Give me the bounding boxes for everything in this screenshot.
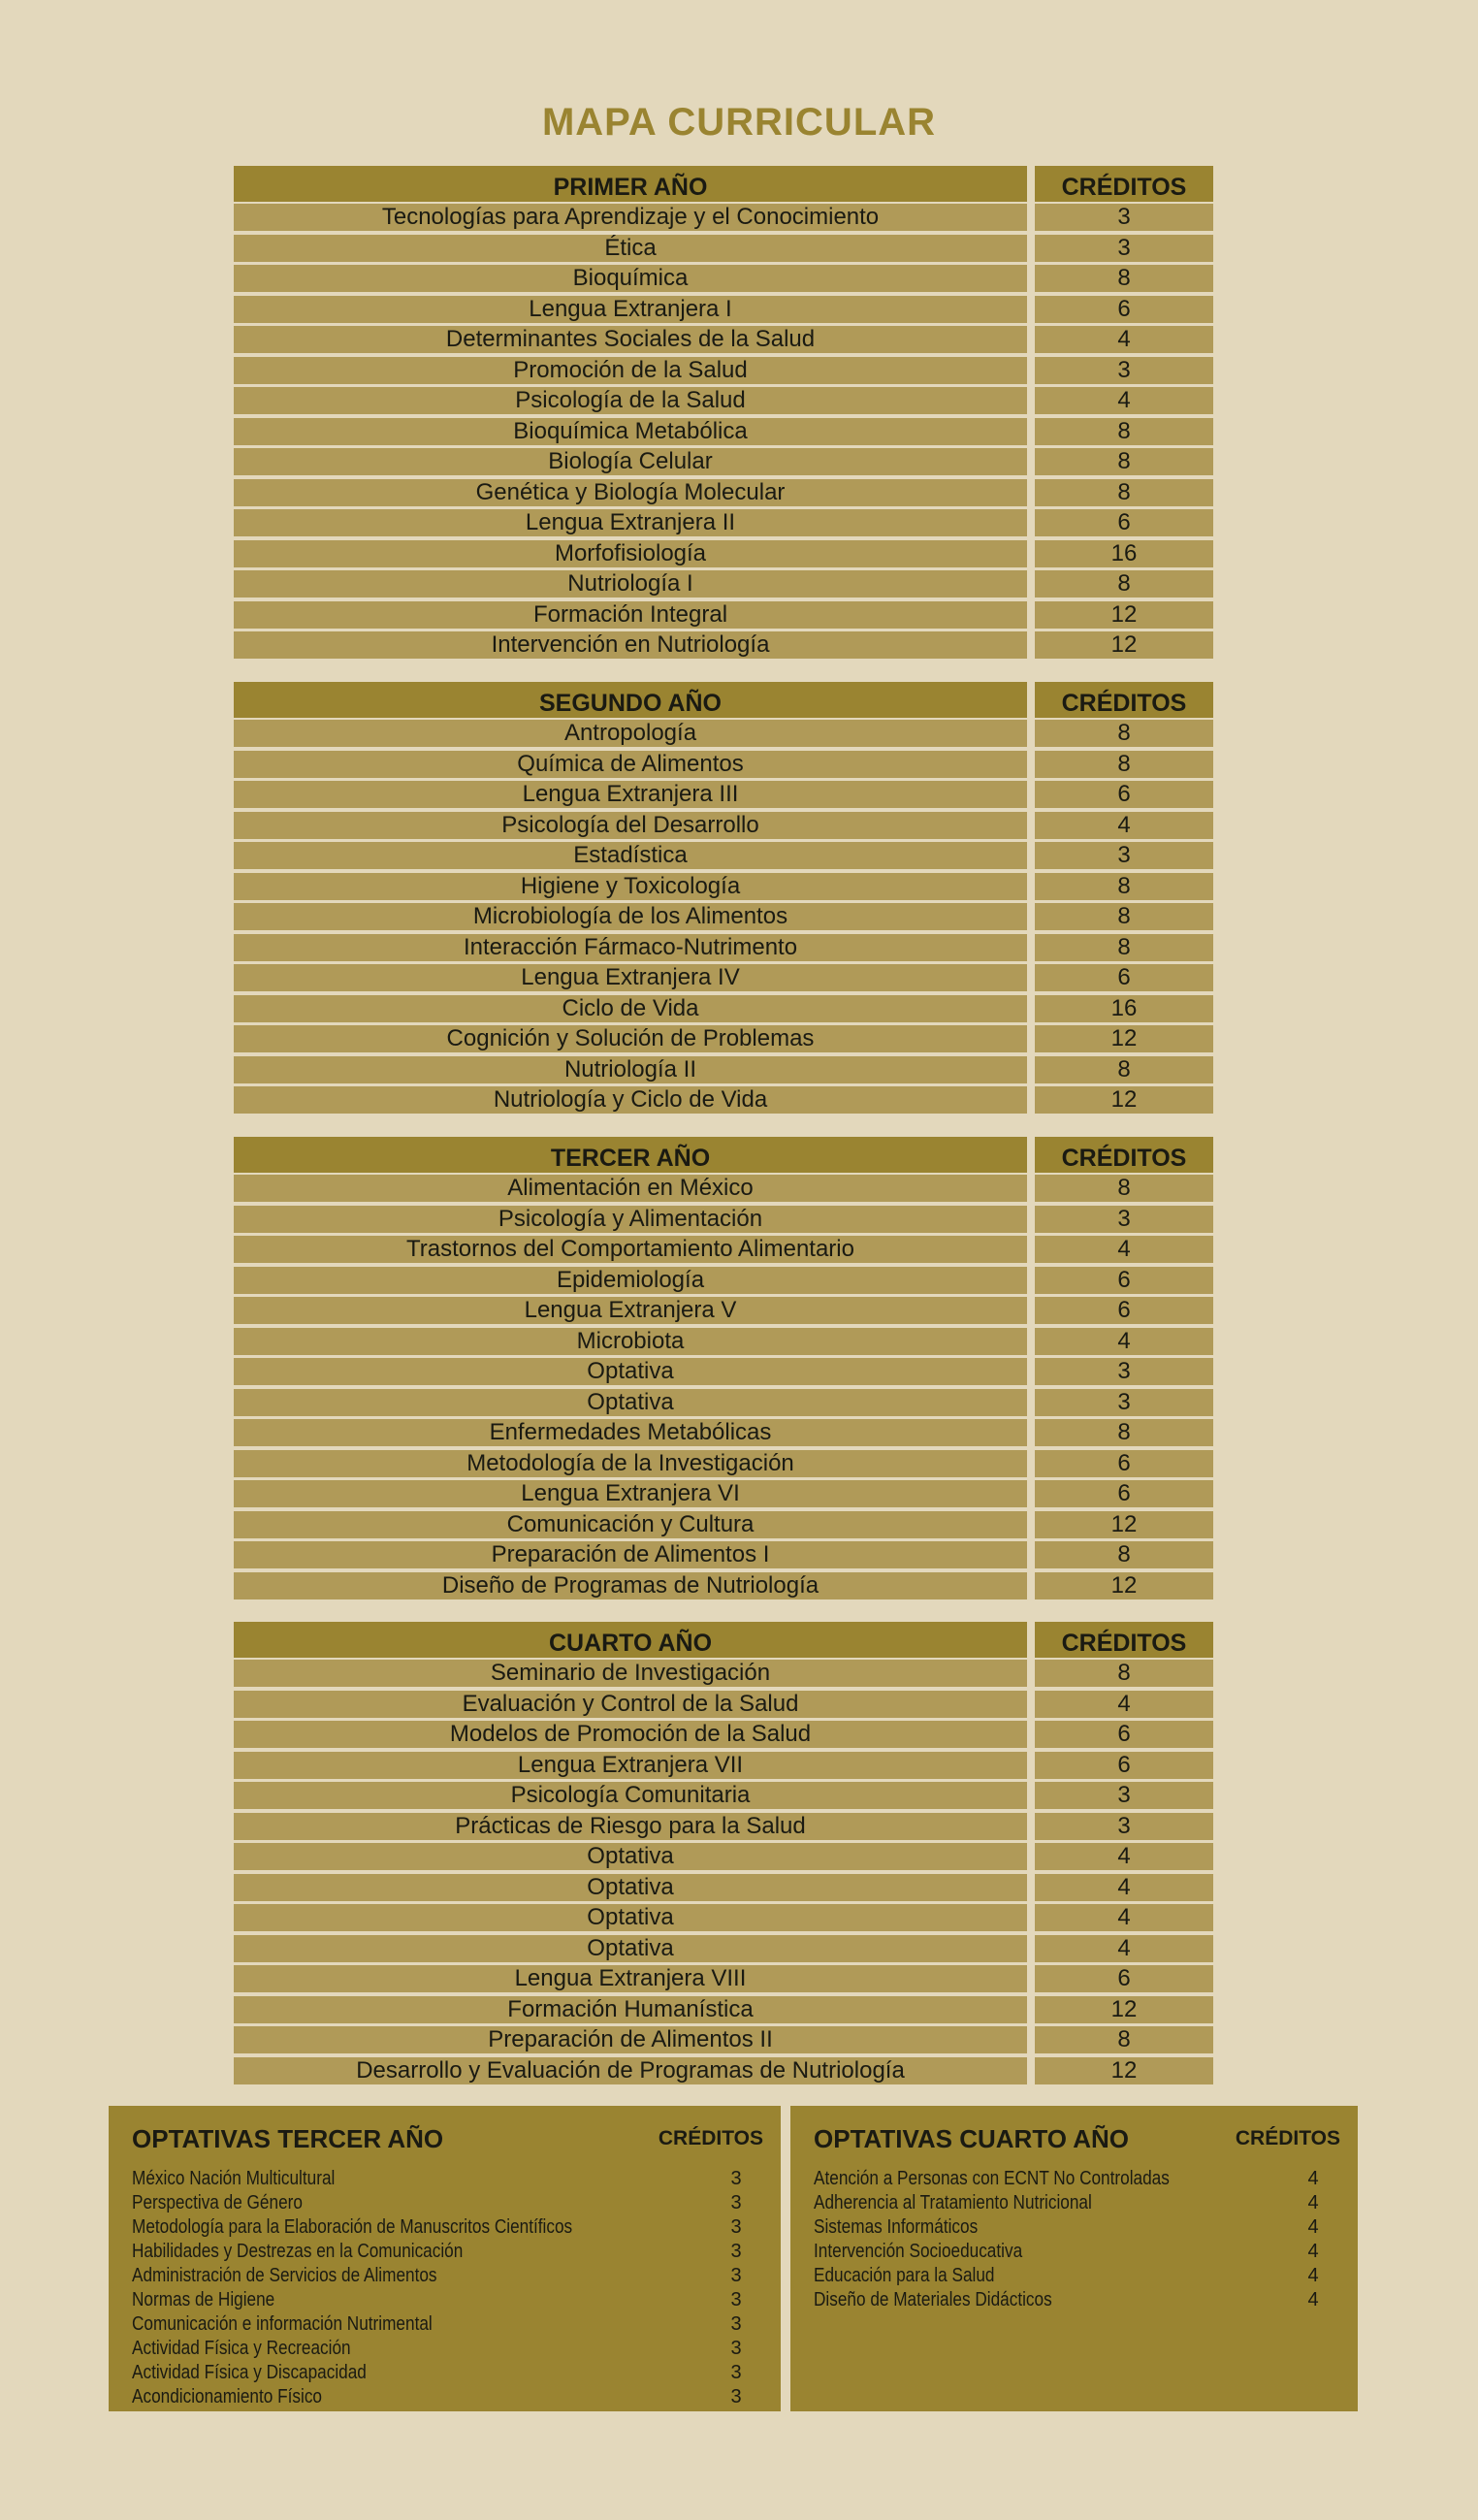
subject-credits: 8 bbox=[1035, 479, 1213, 506]
subject-name: Microbiota bbox=[234, 1328, 1027, 1355]
year-table-header bbox=[234, 166, 1213, 202]
subject-credits: 12 bbox=[1035, 2057, 1213, 2084]
subject-row bbox=[234, 995, 1213, 1026]
subject-name: Biología Celular bbox=[234, 448, 1027, 475]
subject-name: Metodología de la Investigación bbox=[234, 1450, 1027, 1477]
subject-row bbox=[234, 1904, 1213, 1935]
subject-row bbox=[234, 1297, 1213, 1328]
elective-name: Perspectiva de Género bbox=[132, 2192, 303, 2213]
elective-row bbox=[132, 2338, 763, 2362]
elective-credits: 3 bbox=[730, 2386, 742, 2407]
electives-header bbox=[132, 2106, 763, 2154]
subject-row bbox=[234, 1480, 1213, 1511]
subject-row bbox=[234, 1660, 1213, 1691]
subject-name: Prácticas de Riesgo para la Salud bbox=[234, 1813, 1027, 1840]
subject-row bbox=[234, 873, 1213, 904]
subject-name: Comunicación y Cultura bbox=[234, 1511, 1027, 1538]
elective-credits: 3 bbox=[730, 2265, 742, 2286]
year-heading: SEGUNDO AÑO bbox=[234, 682, 1027, 718]
subject-row bbox=[234, 1206, 1213, 1237]
subject-row bbox=[234, 1691, 1213, 1722]
subject-row bbox=[234, 842, 1213, 873]
subject-name: Optativa bbox=[234, 1904, 1027, 1931]
subject-name: Desarrollo y Evaluación de Programas de Nutriología bbox=[234, 2057, 1027, 2084]
subject-credits: 4 bbox=[1035, 812, 1213, 839]
subject-row bbox=[234, 1813, 1213, 1844]
subject-credits: 6 bbox=[1035, 1450, 1213, 1477]
subject-credits: 8 bbox=[1035, 751, 1213, 778]
subject-credits: 6 bbox=[1035, 781, 1213, 808]
subject-credits: 4 bbox=[1035, 1843, 1213, 1870]
electives-title: OPTATIVAS TERCER AÑO bbox=[132, 2124, 444, 2153]
page-title: MAPA CURRICULAR bbox=[541, 101, 937, 144]
elective-row bbox=[132, 2241, 763, 2265]
elective-credits: 3 bbox=[730, 2216, 742, 2238]
subject-name: Lengua Extranjera IV bbox=[234, 964, 1027, 991]
subject-name: Trastornos del Comportamiento Alimentario bbox=[234, 1236, 1027, 1263]
subject-name: Formación Humanística bbox=[234, 1996, 1027, 2023]
subject-name: Lengua Extranjera VI bbox=[234, 1480, 1027, 1507]
elective-name: Habilidades y Destrezas en la Comunicación bbox=[132, 2241, 464, 2262]
electives-header bbox=[814, 2106, 1340, 2154]
subject-row bbox=[234, 720, 1213, 751]
subject-row bbox=[234, 1541, 1213, 1572]
subject-row bbox=[234, 903, 1213, 934]
elective-name: Actividad Física y Discapacidad bbox=[132, 2362, 367, 2383]
subject-credits: 4 bbox=[1035, 387, 1213, 414]
elective-credits: 3 bbox=[730, 2241, 742, 2262]
subject-credits: 8 bbox=[1035, 934, 1213, 961]
subject-row bbox=[234, 1721, 1213, 1752]
subject-row bbox=[234, 2057, 1213, 2088]
subject-row bbox=[234, 296, 1213, 327]
electives-credits-header: CRÉDITOS bbox=[1235, 2127, 1340, 2149]
elective-name: Actividad Física y Recreación bbox=[132, 2338, 351, 2359]
elective-credits: 4 bbox=[1307, 2241, 1319, 2262]
subject-credits: 12 bbox=[1035, 601, 1213, 629]
subject-credits: 8 bbox=[1035, 903, 1213, 930]
subject-row bbox=[234, 2026, 1213, 2057]
elective-credits: 3 bbox=[730, 2338, 742, 2359]
electives-title: OPTATIVAS CUARTO AÑO bbox=[814, 2124, 1129, 2153]
subject-credits: 3 bbox=[1035, 842, 1213, 869]
subject-row bbox=[234, 1965, 1213, 1996]
subject-credits: 3 bbox=[1035, 1782, 1213, 1809]
subject-row bbox=[234, 235, 1213, 266]
subject-name: Psicología y Alimentación bbox=[234, 1206, 1027, 1233]
subject-credits: 16 bbox=[1035, 995, 1213, 1022]
subject-row bbox=[234, 1450, 1213, 1481]
subject-credits: 8 bbox=[1035, 418, 1213, 445]
subject-row bbox=[234, 418, 1213, 449]
elective-name: Sistemas Informáticos bbox=[814, 2216, 979, 2238]
subject-credits: 4 bbox=[1035, 326, 1213, 353]
subject-row bbox=[234, 1782, 1213, 1813]
electives-third-year-panel bbox=[109, 2106, 781, 2411]
elective-credits: 4 bbox=[1307, 2265, 1319, 2286]
subject-row bbox=[234, 570, 1213, 601]
subject-name: Psicología de la Salud bbox=[234, 387, 1027, 414]
elective-name: Atención a Personas con ECNT No Controladas bbox=[814, 2168, 1170, 2189]
subject-credits: 4 bbox=[1035, 1904, 1213, 1931]
subject-credits: 6 bbox=[1035, 1480, 1213, 1507]
elective-credits: 4 bbox=[1307, 2168, 1319, 2189]
subject-name: Química de Alimentos bbox=[234, 751, 1027, 778]
subject-row bbox=[234, 631, 1213, 662]
subject-credits: 8 bbox=[1035, 1660, 1213, 1687]
subject-credits: 8 bbox=[1035, 448, 1213, 475]
subject-row bbox=[234, 812, 1213, 843]
subject-row bbox=[234, 540, 1213, 571]
subject-credits: 6 bbox=[1035, 1965, 1213, 1992]
elective-name: México Nación Multicultural bbox=[132, 2168, 336, 2189]
credits-heading: CRÉDITOS bbox=[1035, 682, 1213, 718]
credits-heading: CRÉDITOS bbox=[1035, 1137, 1213, 1173]
subject-name: Seminario de Investigación bbox=[234, 1660, 1027, 1687]
elective-row bbox=[132, 2192, 763, 2216]
elective-row bbox=[814, 2241, 1340, 2265]
subject-name: Nutriología II bbox=[234, 1056, 1027, 1083]
subject-credits: 6 bbox=[1035, 1721, 1213, 1748]
elective-credits: 3 bbox=[730, 2192, 742, 2213]
subject-credits: 12 bbox=[1035, 1511, 1213, 1538]
subject-row bbox=[234, 265, 1213, 296]
subject-name: Higiene y Toxicología bbox=[234, 873, 1027, 900]
subject-row bbox=[234, 326, 1213, 357]
subject-name: Microbiología de los Alimentos bbox=[234, 903, 1027, 930]
subject-name: Lengua Extranjera I bbox=[234, 296, 1027, 323]
year-table-header bbox=[234, 1137, 1213, 1173]
elective-credits: 3 bbox=[730, 2289, 742, 2310]
year-table-header bbox=[234, 682, 1213, 718]
elective-row bbox=[814, 2216, 1340, 2241]
subject-name: Psicología del Desarrollo bbox=[234, 812, 1027, 839]
subject-name: Lengua Extranjera VII bbox=[234, 1752, 1027, 1779]
subject-credits: 6 bbox=[1035, 1267, 1213, 1294]
subject-credits: 8 bbox=[1035, 720, 1213, 747]
subject-credits: 3 bbox=[1035, 1358, 1213, 1385]
subject-name: Preparación de Alimentos I bbox=[234, 1541, 1027, 1568]
elective-credits: 3 bbox=[730, 2362, 742, 2383]
subject-credits: 16 bbox=[1035, 540, 1213, 567]
year-heading: TERCER AÑO bbox=[234, 1137, 1027, 1173]
subject-row bbox=[234, 357, 1213, 388]
subject-credits: 12 bbox=[1035, 1996, 1213, 2023]
subject-name: Epidemiología bbox=[234, 1267, 1027, 1294]
subject-credits: 3 bbox=[1035, 1389, 1213, 1416]
subject-row bbox=[234, 1358, 1213, 1389]
subject-credits: 6 bbox=[1035, 509, 1213, 536]
year-heading: PRIMER AÑO bbox=[234, 166, 1027, 202]
year-table bbox=[234, 1622, 1213, 2087]
credits-heading: CRÉDITOS bbox=[1035, 166, 1213, 202]
subject-row bbox=[234, 1843, 1213, 1874]
electives-fourth-year-panel bbox=[790, 2106, 1358, 2411]
subject-credits: 3 bbox=[1035, 235, 1213, 262]
subject-credits: 8 bbox=[1035, 873, 1213, 900]
subject-name: Modelos de Promoción de la Salud bbox=[234, 1721, 1027, 1748]
elective-row bbox=[132, 2386, 763, 2410]
subject-row bbox=[234, 448, 1213, 479]
year-heading: CUARTO AÑO bbox=[234, 1622, 1027, 1658]
subject-row bbox=[234, 1996, 1213, 2027]
subject-row bbox=[234, 1056, 1213, 1087]
subject-row bbox=[234, 1752, 1213, 1783]
subject-name: Bioquímica bbox=[234, 265, 1027, 292]
subject-row bbox=[234, 1874, 1213, 1905]
elective-name: Acondicionamiento Físico bbox=[132, 2386, 322, 2407]
subject-row bbox=[234, 1328, 1213, 1359]
subject-name: Estadística bbox=[234, 842, 1027, 869]
subject-credits: 6 bbox=[1035, 1752, 1213, 1779]
subject-row bbox=[234, 1389, 1213, 1420]
subject-row bbox=[234, 479, 1213, 510]
subject-name: Ética bbox=[234, 235, 1027, 262]
subject-name: Morfofisiología bbox=[234, 540, 1027, 567]
subject-credits: 4 bbox=[1035, 1236, 1213, 1263]
elective-name: Normas de Higiene bbox=[132, 2289, 275, 2310]
subject-name: Lengua Extranjera II bbox=[234, 509, 1027, 536]
subject-name: Intervención en Nutriología bbox=[234, 631, 1027, 659]
subject-row bbox=[234, 751, 1213, 782]
subject-name: Bioquímica Metabólica bbox=[234, 418, 1027, 445]
subject-name: Promoción de la Salud bbox=[234, 357, 1027, 384]
subject-row bbox=[234, 1025, 1213, 1056]
subject-row bbox=[234, 1236, 1213, 1267]
elective-name: Adherencia al Tratamiento Nutricional bbox=[814, 2192, 1092, 2213]
subject-credits: 8 bbox=[1035, 1541, 1213, 1568]
year-table bbox=[234, 166, 1213, 662]
subject-credits: 4 bbox=[1035, 1691, 1213, 1718]
elective-name: Comunicación e información Nutrimental bbox=[132, 2313, 433, 2335]
year-table bbox=[234, 1137, 1213, 1602]
subject-row bbox=[234, 509, 1213, 540]
subject-credits: 6 bbox=[1035, 296, 1213, 323]
subject-name: Antropología bbox=[234, 720, 1027, 747]
subject-row bbox=[234, 1572, 1213, 1603]
elective-row bbox=[814, 2265, 1340, 2289]
elective-name: Administración de Servicios de Alimentos bbox=[132, 2265, 437, 2286]
subject-credits: 8 bbox=[1035, 570, 1213, 598]
electives-credits-header: CRÉDITOS bbox=[658, 2127, 763, 2149]
subject-credits: 12 bbox=[1035, 1086, 1213, 1114]
elective-row bbox=[814, 2168, 1340, 2192]
subject-name: Determinantes Sociales de la Salud bbox=[234, 326, 1027, 353]
subject-credits: 8 bbox=[1035, 1175, 1213, 1202]
subject-credits: 3 bbox=[1035, 204, 1213, 231]
subject-name: Nutriología I bbox=[234, 570, 1027, 598]
elective-name: Diseño de Materiales Didácticos bbox=[814, 2289, 1052, 2310]
subject-name: Evaluación y Control de la Salud bbox=[234, 1691, 1027, 1718]
elective-row bbox=[814, 2192, 1340, 2216]
subject-name: Ciclo de Vida bbox=[234, 995, 1027, 1022]
elective-credits: 3 bbox=[730, 2313, 742, 2335]
subject-name: Optativa bbox=[234, 1935, 1027, 1962]
subject-name: Lengua Extranjera III bbox=[234, 781, 1027, 808]
subject-credits: 12 bbox=[1035, 1025, 1213, 1052]
subject-name: Tecnologías para Aprendizaje y el Conocimiento bbox=[234, 204, 1027, 231]
elective-name: Metodología para la Elaboración de Manuscritos Científicos bbox=[132, 2216, 573, 2238]
subject-name: Preparación de Alimentos II bbox=[234, 2026, 1027, 2053]
subject-row bbox=[234, 1419, 1213, 1450]
subject-row bbox=[234, 387, 1213, 418]
credits-heading: CRÉDITOS bbox=[1035, 1622, 1213, 1658]
subject-name: Formación Integral bbox=[234, 601, 1027, 629]
elective-row bbox=[132, 2289, 763, 2313]
subject-credits: 6 bbox=[1035, 1297, 1213, 1324]
subject-credits: 6 bbox=[1035, 964, 1213, 991]
subject-credits: 3 bbox=[1035, 1813, 1213, 1840]
subject-row bbox=[234, 601, 1213, 632]
subject-row bbox=[234, 1086, 1213, 1117]
subject-credits: 3 bbox=[1035, 357, 1213, 384]
elective-credits: 3 bbox=[730, 2168, 742, 2189]
subject-name: Lengua Extranjera VIII bbox=[234, 1965, 1027, 1992]
subject-name: Enfermedades Metabólicas bbox=[234, 1419, 1027, 1446]
subject-credits: 12 bbox=[1035, 1572, 1213, 1599]
subject-row bbox=[234, 1511, 1213, 1542]
subject-row bbox=[234, 1267, 1213, 1298]
subject-name: Optativa bbox=[234, 1843, 1027, 1870]
subject-name: Cognición y Solución de Problemas bbox=[234, 1025, 1027, 1052]
subject-credits: 4 bbox=[1035, 1935, 1213, 1962]
subject-credits: 4 bbox=[1035, 1874, 1213, 1901]
elective-credits: 4 bbox=[1307, 2192, 1319, 2213]
subject-name: Lengua Extranjera V bbox=[234, 1297, 1027, 1324]
subject-name: Alimentación en México bbox=[234, 1175, 1027, 1202]
subject-credits: 8 bbox=[1035, 265, 1213, 292]
subject-row bbox=[234, 934, 1213, 965]
subject-credits: 8 bbox=[1035, 2026, 1213, 2053]
elective-row bbox=[132, 2362, 763, 2386]
elective-credits: 4 bbox=[1307, 2216, 1319, 2238]
subject-row bbox=[234, 781, 1213, 812]
subject-credits: 3 bbox=[1035, 1206, 1213, 1233]
year-table bbox=[234, 682, 1213, 1117]
electives-list bbox=[132, 2168, 763, 2410]
subject-name: Diseño de Programas de Nutriología bbox=[234, 1572, 1027, 1599]
subject-row bbox=[234, 1175, 1213, 1206]
subject-credits: 8 bbox=[1035, 1056, 1213, 1083]
elective-name: Intervención Socioeducativa bbox=[814, 2241, 1023, 2262]
subject-row bbox=[234, 204, 1213, 235]
elective-row bbox=[814, 2289, 1340, 2313]
subject-name: Optativa bbox=[234, 1389, 1027, 1416]
subject-row bbox=[234, 1935, 1213, 1966]
subject-credits: 12 bbox=[1035, 631, 1213, 659]
subject-credits: 8 bbox=[1035, 1419, 1213, 1446]
electives-list bbox=[814, 2168, 1340, 2313]
elective-row bbox=[132, 2265, 763, 2289]
subject-name: Optativa bbox=[234, 1358, 1027, 1385]
elective-name: Educación para la Salud bbox=[814, 2265, 995, 2286]
elective-row bbox=[132, 2313, 763, 2338]
subject-credits: 4 bbox=[1035, 1328, 1213, 1355]
subject-row bbox=[234, 964, 1213, 995]
subject-name: Optativa bbox=[234, 1874, 1027, 1901]
elective-row bbox=[132, 2216, 763, 2241]
year-table-header bbox=[234, 1622, 1213, 1658]
subject-name: Genética y Biología Molecular bbox=[234, 479, 1027, 506]
subject-name: Interacción Fármaco-Nutrimento bbox=[234, 934, 1027, 961]
elective-row bbox=[132, 2168, 763, 2192]
subject-name: Nutriología y Ciclo de Vida bbox=[234, 1086, 1027, 1114]
subject-name: Psicología Comunitaria bbox=[234, 1782, 1027, 1809]
elective-credits: 4 bbox=[1307, 2289, 1319, 2310]
